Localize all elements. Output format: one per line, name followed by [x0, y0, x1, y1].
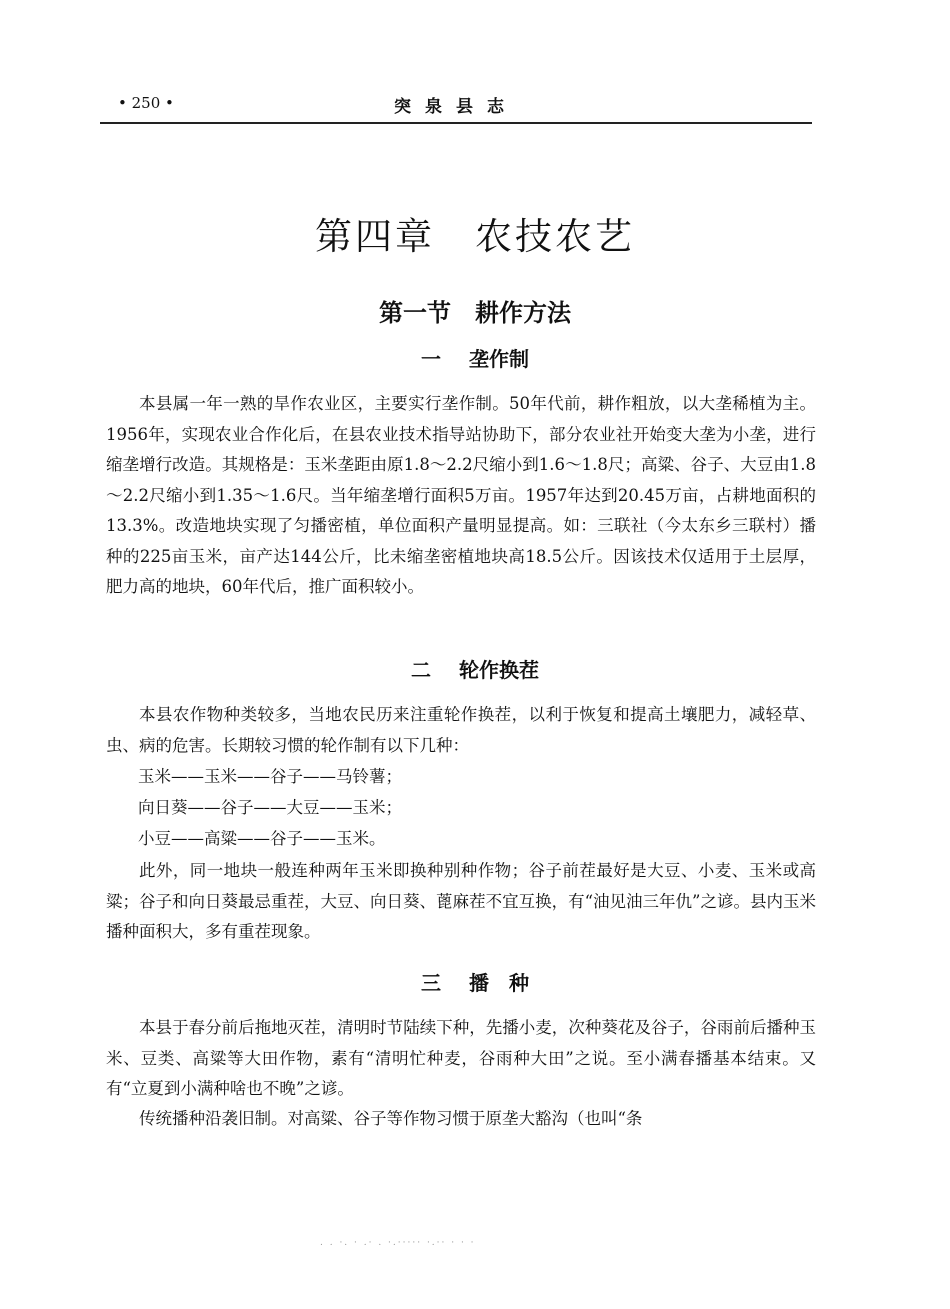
subsection-number: 二 [411, 658, 431, 682]
subsection-title: 轮作换茬 [459, 658, 539, 682]
paragraph-rotation-notes: 此外，同一地块一般连种两年玉米即换种别种作物；谷子前茬最好是大豆、小麦、玉米或高粱；谷子和向日葵最忌重茬，大豆、向日葵、蓖麻茬不宜互换，有“油见油三年仇”之谚。县内玉米播种面积大，多有重茬现象。 [106, 861, 816, 941]
page-number: • 250 • [118, 94, 174, 112]
paragraph-sowing-method: 传统播种沿袭旧制。对高粱、谷子等作物习惯于原垄大豁沟（也叫“条 [139, 1109, 643, 1128]
subsection-heading-2 [0, 654, 950, 683]
book-title: 突泉县志 [394, 97, 518, 117]
section-title: 第一节 耕作方法 [379, 299, 571, 327]
rotation-scheme-3: 小豆——高粱——谷子——玉米。 [138, 829, 386, 848]
header-rule [100, 122, 812, 124]
subsection-heading-1 [0, 343, 950, 372]
paragraph-sowing-season: 本县于春分前后拖地灭茬，清明时节陆续下种，先播小麦，次种葵花及谷子，谷雨前后播种玉米、豆类、高粱等大田作物，素有“清明忙种麦，谷雨种大田”之说。至小满春播基本结束。又有“立夏到小满种啥也不晚”之谚。 [106, 1018, 816, 1098]
rotation-scheme-1: 玉米——玉米——谷子——马铃薯； [138, 767, 402, 786]
chapter-title: 第四章 农技农艺 [315, 215, 635, 258]
subsection-number: 三 [421, 971, 441, 995]
subsection-heading-3 [0, 967, 950, 996]
subsection-number: 一 [421, 347, 441, 371]
paragraph-ridge-system: 本县属一年一熟的旱作农业区，主要实行垄作制。50年代前，耕作粗放，以大垄稀植为主。1956年，实现农业合作化后，在县农业技术指导站协助下，部分农业社开始变大垄为小垄，进行缩垄增行改造。其规格是：玉米垄距由原1.8～2.2尺缩小到1.6～1.8尺；高粱、谷子、大豆由1.8～2.2尺缩小到1.35～1.6尺。当年缩垄增行面积5万亩。1957年达到20.45万亩，占耕地面积的13.3%。改造地块实现了匀播密植，单位面积产量明显提高。如：三联社（今太东乡三联村）播种的225亩玉米，亩产达144公斤，比未缩垄密植地块高18.5公斤。因该技术仅适用于土层厚，肥力高的地块，60年代后，推广面积较小。 [106, 394, 816, 596]
page-header [100, 92, 812, 124]
subsection-title: 播 种 [469, 971, 529, 995]
rotation-scheme-2: 向日葵——谷子——大豆——玉米； [138, 798, 402, 817]
subsection-title: 垄作制 [469, 347, 529, 371]
scan-specks-decoration: . . ·. · .· . ·.····· ·.·· · · · [320, 1238, 476, 1248]
paragraph-crop-rotation: 本县农作物种类较多，当地农民历来注重轮作换茬，以利于恢复和提高土壤肥力，减轻草、虫、病的危害。长期较习惯的轮作制有以下几种： [106, 705, 816, 755]
